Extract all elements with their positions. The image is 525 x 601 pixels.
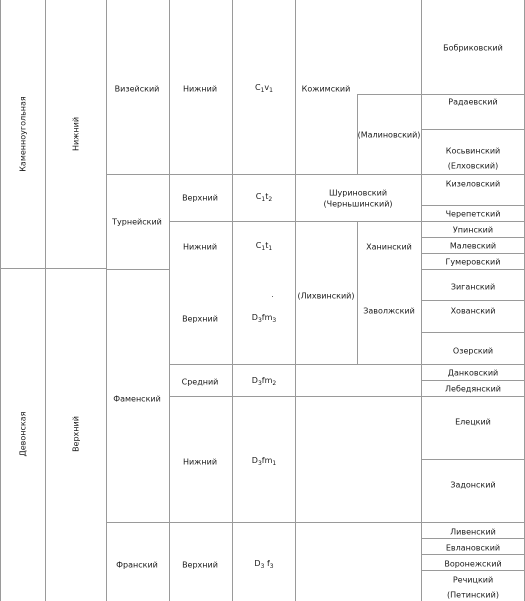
horizon-bobrikov: Бобриковский <box>443 43 503 53</box>
substage-label: Нижний <box>182 84 218 94</box>
row-line <box>357 221 421 222</box>
index-c1t2: $C_1t_2$ <box>255 192 273 203</box>
horizon-cherepet: Черепетский <box>445 209 501 219</box>
horizon-petin: (Петинский) <box>447 590 499 600</box>
row-line <box>421 570 524 571</box>
row-line <box>421 380 524 381</box>
horizon-gumerov: Гумеровский <box>445 257 501 267</box>
row-line <box>357 94 421 95</box>
horizon-zigan: Зиганский <box>450 282 496 292</box>
row-line <box>421 300 524 301</box>
superhorizon-zavolzh: Заволжский <box>363 306 415 316</box>
row-line <box>421 129 524 130</box>
row-line <box>421 221 524 222</box>
row-line <box>421 269 524 270</box>
row-line <box>106 522 169 523</box>
system-devonian: Девонская <box>18 411 28 457</box>
row-line <box>106 269 169 270</box>
column-line <box>169 0 170 601</box>
substage-label: Верхний <box>182 193 218 203</box>
row-line <box>169 221 295 222</box>
index-d3fm3: $D_3fm_3$ <box>251 313 277 324</box>
column-line <box>0 0 1 601</box>
horizon-elets: Елецкий <box>455 417 491 427</box>
horizon-ozersk: Озерский <box>452 346 494 356</box>
row-line <box>421 522 524 523</box>
dot-mark <box>272 296 273 297</box>
row-line <box>421 253 524 254</box>
row-line <box>421 396 524 397</box>
row-line <box>169 396 295 397</box>
index-d3f3: $D_3$ $f_3$ <box>254 559 274 570</box>
superhorizon-shurinov-alt: (Черньшинский) <box>323 199 393 209</box>
row-line <box>295 221 357 222</box>
row-line <box>295 396 421 397</box>
stage-tournaisian: Турнейский <box>112 217 162 227</box>
column-line <box>295 0 296 601</box>
substage-label: Верхний <box>182 560 218 570</box>
row-line <box>106 174 421 175</box>
column-line <box>45 0 46 601</box>
index-d3fm1: $D_3fm_1$ <box>251 456 277 467</box>
division-lower: Нижний <box>71 116 81 152</box>
index-d3fm2: $D_3fm_2$ <box>251 376 277 387</box>
row-line <box>421 459 524 460</box>
superhorizon-malinov: (Малиновский) <box>357 130 421 140</box>
row-line <box>295 364 524 365</box>
row-line <box>421 237 524 238</box>
horizon-evlanov: Евлановский <box>445 543 501 553</box>
division-upper: Верхний <box>71 416 81 452</box>
substage-label: Верхний <box>182 314 218 324</box>
row-line <box>169 522 295 523</box>
horizon-dankov: Данковский <box>447 368 499 378</box>
superhorizon-likhvin: (Лихвинский) <box>297 291 355 301</box>
horizon-rechits: Речицкий <box>452 575 494 585</box>
stage-famennian: Фаменский <box>113 394 161 404</box>
substage-label: Нижний <box>182 457 218 467</box>
row-line <box>421 538 524 539</box>
column-line <box>232 0 233 601</box>
row-line <box>421 94 524 95</box>
horizon-malev: Малевский <box>449 241 497 251</box>
substage-label: Нижний <box>182 242 218 252</box>
horizon-radaev: Радаевский <box>448 97 498 107</box>
column-line <box>106 0 107 601</box>
row-line <box>421 332 524 333</box>
horizon-kosvin: Косьвинский <box>445 146 501 156</box>
row-line <box>0 268 106 269</box>
row-line <box>421 205 524 206</box>
horizon-lebedyan: Лебедянский <box>445 384 501 394</box>
row-line <box>421 554 524 555</box>
horizon-elkhov: (Елховский) <box>447 161 499 171</box>
substage-label: Средний <box>181 377 219 387</box>
superhorizon-kozhim: Кожимский <box>301 84 351 94</box>
row-line <box>421 174 524 175</box>
horizon-liven: Ливенский <box>450 527 496 537</box>
stage-frasnian: Франский <box>116 560 158 570</box>
stage-visean: Визейский <box>114 84 160 94</box>
index-c1t1: $C_1t_1$ <box>255 241 273 252</box>
column-line <box>357 221 358 364</box>
horizon-khovan: Хованский <box>450 306 496 316</box>
horizon-voronezh: Воронежский <box>444 559 502 569</box>
superhorizon-khanin: Ханинский <box>366 242 412 252</box>
horizon-kizelov: Кизеловский <box>445 179 501 189</box>
index-c1v1: $C_1v_1$ <box>255 83 273 94</box>
row-line <box>295 522 421 523</box>
horizon-zadon: Задонский <box>450 480 496 490</box>
system-carboniferous: Каменноугольная <box>18 96 28 172</box>
horizon-upin: Упинский <box>452 225 494 235</box>
superhorizon-shurinov: Шуриновский <box>328 188 388 198</box>
row-line <box>169 364 295 365</box>
